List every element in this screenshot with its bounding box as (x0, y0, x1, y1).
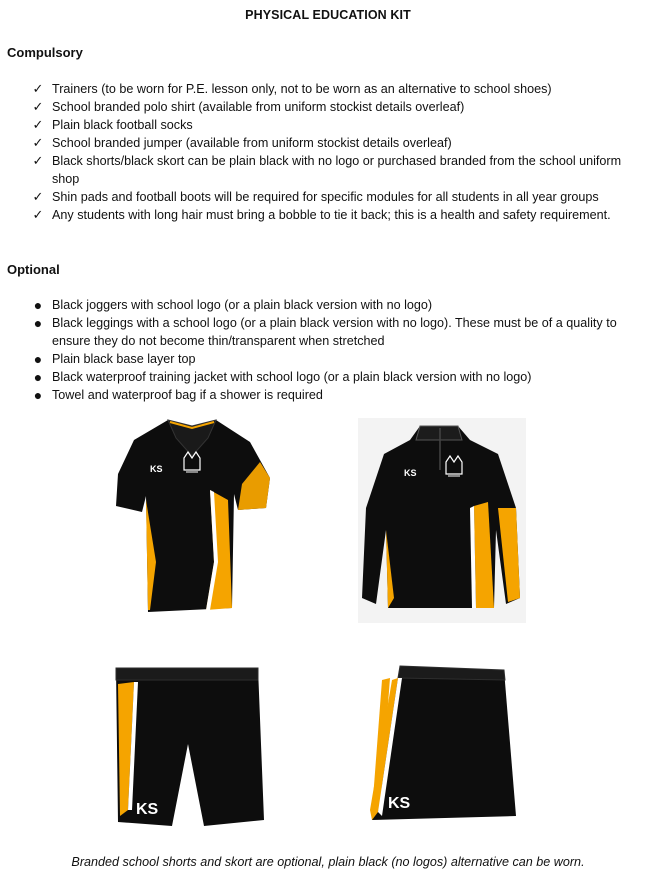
checkmark-icon: ✓ (32, 153, 44, 168)
checkmark-icon: ✓ (32, 117, 44, 132)
list-item-text: Black waterproof training jacket with school logo (or a plain black version with no logo) (52, 370, 532, 384)
optional-heading: Optional (7, 262, 60, 277)
skort-image (370, 660, 520, 825)
list-item (0, 98, 656, 116)
list-item-text: Towel and waterproof bag if a shower is required (52, 388, 323, 402)
list-item-text: School branded polo shirt (available from uniform stockist details overleaf) (52, 100, 465, 114)
garment-initials: KS (388, 795, 411, 812)
list-item-text: Black shorts/black skort can be plain black with no logo or purchased branded from the school uniform shop (52, 154, 622, 186)
checkmark-icon: ✓ (32, 81, 44, 96)
list-item (0, 134, 656, 152)
bullet-icon: ● (33, 315, 43, 331)
list-item (0, 116, 656, 134)
compulsory-heading: Compulsory (7, 45, 83, 60)
list-item-text: Black leggings with a school logo (or a plain black version with no logo). These must be of a quality to ensure they do not become thin/transparent when stretched (52, 316, 617, 348)
list-item-text: Plain black base layer top (52, 352, 196, 366)
checkmark-icon: ✓ (32, 135, 44, 150)
list-item (0, 350, 656, 368)
list-item (0, 206, 656, 224)
list-item (0, 386, 656, 404)
compulsory-list (0, 80, 656, 224)
caption: Branded school shorts and skort are optional, plain black (no logos) alternative can be worn. (71, 855, 585, 869)
list-item (0, 80, 656, 98)
garment-initials: KS (150, 464, 163, 474)
garment-initials: KS (404, 468, 417, 478)
list-item-text: School branded jumper (available from uniform stockist details overleaf) (52, 136, 452, 150)
checkmark-icon: ✓ (32, 189, 44, 204)
page-title: PHYSICAL EDUCATION KIT (245, 8, 411, 22)
checkmark-icon: ✓ (32, 207, 44, 222)
list-item (0, 152, 656, 188)
bullet-icon: ● (33, 369, 43, 385)
list-item (0, 368, 656, 386)
checkmark-icon: ✓ (32, 99, 44, 114)
jumper-image (358, 418, 526, 623)
list-item-text: Trainers (to be worn for P.E. lesson only, not to be worn as an alternative to school shoes) (52, 82, 552, 96)
list-item-text: Any students with long hair must bring a bobble to tie it back; this is a health and safety requirement. (52, 208, 611, 222)
list-item-text: Black joggers with school logo (or a plain black version with no logo) (52, 298, 433, 312)
optional-list (0, 296, 656, 404)
list-item (0, 296, 656, 314)
shorts-image (108, 660, 268, 830)
bullet-icon: ● (33, 297, 43, 313)
list-item-text: Plain black football socks (52, 118, 193, 132)
garment-initials: KS (136, 801, 159, 818)
polo-shirt-image (110, 412, 275, 617)
list-item (0, 314, 656, 350)
bullet-icon: ● (33, 351, 43, 367)
list-item (0, 188, 656, 206)
list-item-text: Shin pads and football boots will be required for specific modules for all students in all year groups (52, 190, 599, 204)
bullet-icon: ● (33, 387, 43, 403)
